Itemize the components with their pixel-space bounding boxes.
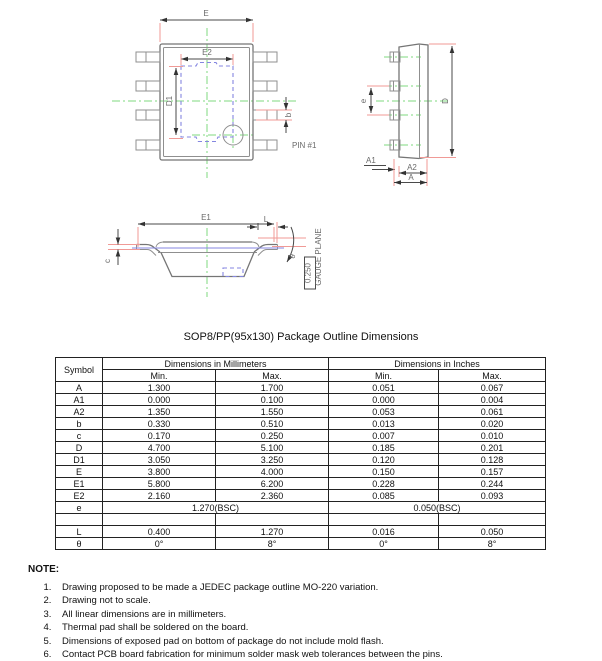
dim-label-A1: A1	[366, 156, 376, 165]
cell-empty	[329, 514, 439, 526]
note-item: 2. Drawing not to scale.	[54, 594, 588, 607]
header-symbol: Symbol	[56, 358, 103, 382]
cell-symbol: e	[56, 502, 103, 514]
table-row	[56, 430, 546, 442]
table-row	[56, 490, 546, 502]
cell-mm-min: 0°	[103, 538, 216, 550]
cell-mm-min: 2.160	[103, 490, 216, 502]
cell-mm-min: 3.800	[103, 466, 216, 478]
cell-symbol: b	[56, 418, 103, 430]
cell-mm-min: 0.000	[103, 394, 216, 406]
cell-in-max: 0.093	[439, 490, 546, 502]
table-header-row-2	[56, 370, 546, 382]
cell-symbol: A1	[56, 394, 103, 406]
cell-in-min: 0.013	[329, 418, 439, 430]
cell-in-max: 0.050	[439, 526, 546, 538]
cell-in-min: 0°	[329, 538, 439, 550]
dim-label-b: b	[284, 112, 293, 118]
dimensions-table	[55, 357, 546, 550]
table-header-row-1	[56, 358, 546, 370]
cell-mm-max: 1.550	[216, 406, 329, 418]
dim-label-c: c	[103, 259, 112, 263]
cell-mm-min: 0.400	[103, 526, 216, 538]
cell-mm-max: 5.100	[216, 442, 329, 454]
cell-mm-max: 4.000	[216, 466, 329, 478]
cell-mm-min: 1.300	[103, 382, 216, 394]
cell-in-min: 0.053	[329, 406, 439, 418]
cell-in-min: 0.150	[329, 466, 439, 478]
front-view	[103, 213, 323, 297]
table-row	[56, 478, 546, 490]
cell-in-min: 0.016	[329, 526, 439, 538]
cell-symbol: E1	[56, 478, 103, 490]
cell-symbol: θ	[56, 538, 103, 550]
top-view	[112, 9, 317, 178]
dim-label-theta: θ	[287, 253, 298, 260]
pin1-label: PIN #1	[292, 141, 317, 150]
cell-in-max: 0.128	[439, 454, 546, 466]
cell-mm-min: 5.800	[103, 478, 216, 490]
cell-symbol: E2	[56, 490, 103, 502]
cell-mm-max: 0.510	[216, 418, 329, 430]
cell-mm-max: 1.700	[216, 382, 329, 394]
exposed-pad-hidden	[223, 268, 243, 277]
cell-mm-max: 1.270	[216, 526, 329, 538]
cell-mm-min: 4.700	[103, 442, 216, 454]
cell-in-min: 0.228	[329, 478, 439, 490]
cell-mm-min: 0.330	[103, 418, 216, 430]
header-mm: Dimensions in Millimeters	[103, 358, 329, 370]
cell-symbol: A	[56, 382, 103, 394]
table-row	[56, 382, 546, 394]
header-inches: Dimensions in Inches	[329, 358, 546, 370]
table-row-spacer	[56, 514, 546, 526]
cell-symbol: D	[56, 442, 103, 454]
dim-label-E2: E2	[202, 48, 212, 57]
cell-in-min: 0.007	[329, 430, 439, 442]
cell-in-min: 0.085	[329, 490, 439, 502]
table-row	[56, 418, 546, 430]
cell-in-max: 0.020	[439, 418, 546, 430]
cell-in-min: 0.185	[329, 442, 439, 454]
header-mm-min: Min.	[103, 370, 216, 382]
table-row	[56, 442, 546, 454]
table-row	[56, 466, 546, 478]
cell-symbol: c	[56, 430, 103, 442]
cell-symbol: L	[56, 526, 103, 538]
header-in-min: Min.	[329, 370, 439, 382]
note-section	[28, 564, 588, 661]
dim-label-A2: A2	[407, 163, 417, 172]
cell-in-max: 0.010	[439, 430, 546, 442]
cell-in-max: 0.061	[439, 406, 546, 418]
cell-mm-max: 3.250	[216, 454, 329, 466]
cell-in-max: 0.004	[439, 394, 546, 406]
cell-in-max: 0.244	[439, 478, 546, 490]
dim-label-D1: D1	[165, 95, 174, 107]
cell-empty	[439, 514, 546, 526]
cell-in-min: 0.000	[329, 394, 439, 406]
table-row	[56, 394, 546, 406]
table-row	[56, 526, 546, 538]
dim-label-D: D	[441, 98, 450, 104]
table-row	[56, 538, 546, 550]
cell-mm-max: 8°	[216, 538, 329, 550]
note-item: 5. Dimensions of exposed pad on bottom of package do not include mold flash.	[54, 635, 588, 648]
cell-mm-min: 1.350	[103, 406, 216, 418]
cell-empty	[56, 514, 103, 526]
cell-in-bsc: 0.050(BSC)	[329, 502, 546, 514]
cell-symbol: D1	[56, 454, 103, 466]
cell-in-max: 8°	[439, 538, 546, 550]
header-in-max: Max.	[439, 370, 546, 382]
note-item: 3. All linear dimensions are in millimeters.	[54, 608, 588, 621]
cell-empty	[103, 514, 216, 526]
gauge-plane-label: GAUGE PLANE	[314, 228, 323, 286]
note-list	[28, 581, 588, 661]
cell-mm-max: 0.250	[216, 430, 329, 442]
cell-mm-bsc: 1.270(BSC)	[103, 502, 329, 514]
cell-mm-min: 3.050	[103, 454, 216, 466]
note-heading: NOTE:	[28, 564, 60, 575]
gauge-offset-label: 0.250	[303, 262, 313, 284]
note-item: 4. Thermal pad shall be soldered on the board.	[54, 621, 588, 634]
cell-mm-max: 0.100	[216, 394, 329, 406]
dim-label-E1: E1	[201, 213, 211, 222]
dim-label-L: L	[263, 215, 269, 224]
header-mm-max: Max.	[216, 370, 329, 382]
cell-symbol: A2	[56, 406, 103, 418]
cell-mm-max: 6.200	[216, 478, 329, 490]
table-row	[56, 406, 546, 418]
cell-empty	[216, 514, 329, 526]
cell-symbol: E	[56, 466, 103, 478]
side-view	[359, 44, 456, 186]
note-item: 1. Drawing proposed to be made a JEDEC package outline MO-220 variation.	[54, 581, 588, 594]
dim-label-e: e	[359, 98, 368, 104]
cell-in-max: 0.067	[439, 382, 546, 394]
cell-in-min: 0.120	[329, 454, 439, 466]
cell-in-max: 0.157	[439, 466, 546, 478]
package-outline-drawing	[0, 0, 602, 330]
cell-mm-max: 2.360	[216, 490, 329, 502]
cell-in-max: 0.201	[439, 442, 546, 454]
cell-mm-min: 0.170	[103, 430, 216, 442]
note-item: 6. Contact PCB board fabrication for minimum solder mask web tolerances between the pins.	[54, 648, 588, 661]
table-title: SOP8/PP(95x130) Package Outline Dimensions	[183, 331, 419, 343]
table-row	[56, 454, 546, 466]
cell-in-min: 0.051	[329, 382, 439, 394]
dim-label-E: E	[203, 9, 209, 18]
dim-label-A: A	[408, 173, 414, 182]
table-row-e-bsc	[56, 502, 546, 514]
